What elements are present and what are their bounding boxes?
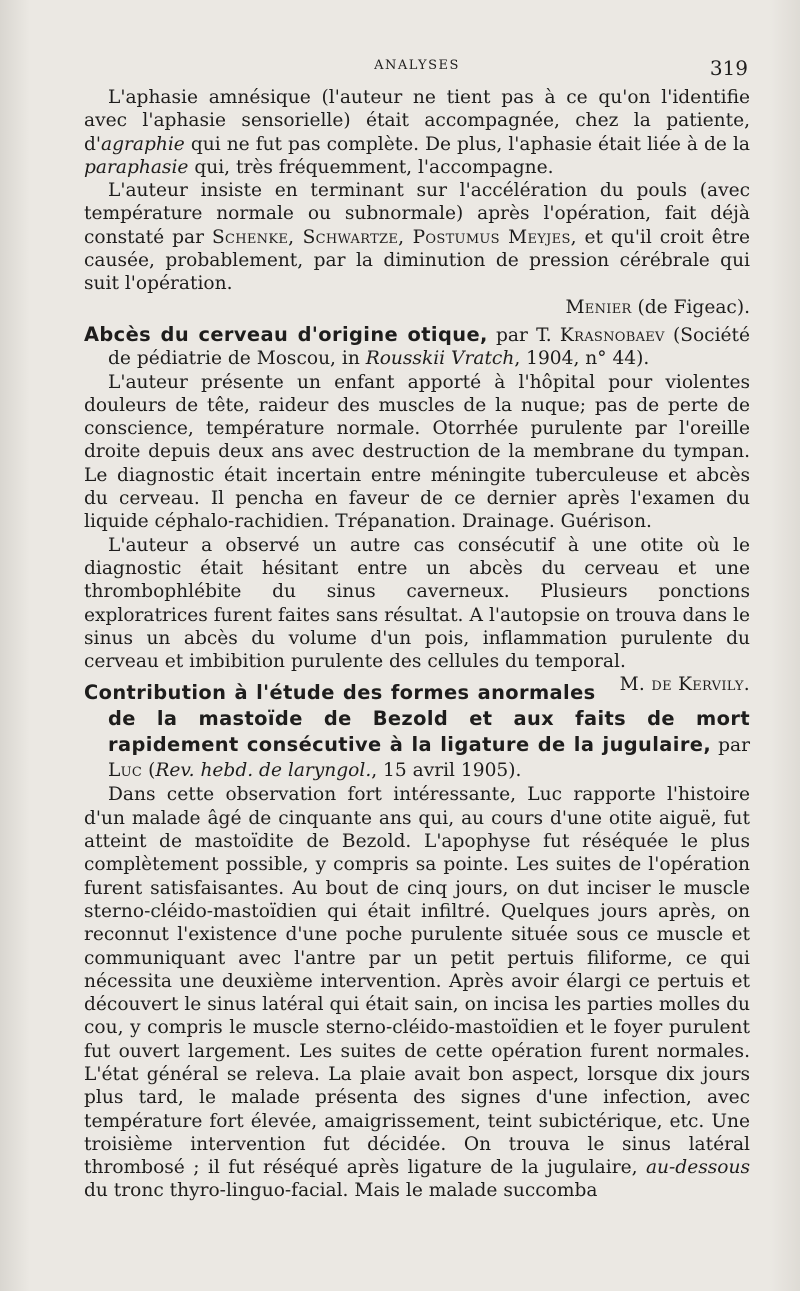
article-title: Abcès du cerveau d'origine otique, <box>84 322 488 346</box>
text: L'auteur insiste en terminant sur l'accélération du pouls (avec température normale ou subnormale) après l'opération, fait déjà constaté par <box>84 180 750 248</box>
article-heading <box>84 323 750 371</box>
italic-term: au-dessous <box>645 1157 750 1179</box>
running-header <box>84 52 750 86</box>
cited-authors: Schenke, Schwartze, Postumus Meyjes <box>211 226 571 248</box>
article-bezold <box>84 680 750 1202</box>
running-title: ANALYSES <box>374 58 460 73</box>
article-aphasie <box>84 86 750 319</box>
text: L'auteur a observé un autre cas consécutif à une otite où le diagnostic était hésitant entre un abcès du cerveau et une thrombophlébite du sinus caverneux. Plusieurs ponctions exploratrices furent faites sans résultat. A l'autopsie on trouva dans le sinus un abcès du volume d'un pois, inflammation purulente du cerveau et imbibition purulente des cellules du temporal. <box>84 534 750 673</box>
page-number: 319 <box>709 56 748 80</box>
journal: Rousskii Vratch <box>365 348 515 370</box>
italic-term: paraphasie <box>84 156 189 178</box>
signature <box>84 296 750 319</box>
text: par T. <box>487 324 560 346</box>
text: Dans cette observation fort intéressante, Luc rapporte l'histoire d'un malade âgé de cinquante ans qui, au cours d'une otite aiguë, fut atteint de mastoïdite de Bezold. L'apophyse fut réséquée le plus complètement possible, y compris sa pointe. Les suites de l'opération furent satisfaisantes. Au bout de cinq jours, on dut inciser le muscle sterno-cléido-mastoïdien qui était infiltré. Quelques jours après, on reconnut l'existence d'une poche purulente située sous ce muscle et communiquant avec l'antre par un petit pertuis filiforme, ce qui nécessita une deuxième intervention. Après avoir élargi ce pertuis et découvert le sinus latéral qui était sain, on incisa les parties molles du cou, y compris le muscle sterno-cléido-mastoïdien et le foyer purulent fut ouvert largement. Les suites de cette opération furent normales. L'état général se releva. La plaie avait bon aspect, lorsque dix jours plus tard, le malade présenta des signes d'une infection, avec température fort élevée, amaigrissement, teint subictérique, etc. Une troisième intervention fut décidée. On trouva le sinus latéral thrombosé ; il fut réséqué après ligature de la jugulaire, <box>84 784 750 1179</box>
author: Luc <box>108 760 143 782</box>
text: , et qu'il croit être causée, probablement, par la diminution de pression cérébrale qui suit l'opération. <box>84 226 750 295</box>
signature-name: Menier <box>565 296 632 318</box>
paragraph <box>84 86 750 179</box>
signature-place: (de Figeac). <box>631 296 750 318</box>
paragraph <box>84 179 750 295</box>
article-title: Contribution à l'étude des formes anormales de la mastoïde de Bezold et aux faits de mort rapidement consécutive à la ligature de la jugulaire, <box>84 681 750 757</box>
text: ( <box>142 760 156 782</box>
paragraph <box>84 783 750 1202</box>
paragraph: L'auteur présente un enfant apporté à l'hôpital pour violentes douleurs de tête, raideur des muscles de la nuque; pas de perte de conscience, température normale. Otorrhée purulente par l'oreille droite depuis deux ans avec destruction de la membrane du tympan. Le diagnostic était incertain entre méningite tuberculeuse et abcès du cerveau. Il pencha en faveur de ce dernier après l'examen du liquide céphalo-rachidien. Trépanation. Drainage. Guérison. <box>84 371 750 533</box>
text: (Société de pédiatrie de Moscou, in <box>108 324 751 370</box>
italic-term: agraphie <box>101 133 185 155</box>
text: L'aphasie amnésique (l'auteur ne tient pas à ce qu'on l'identifie avec l'aphasie sensorielle) était accompagnée, chez la patiente, d' <box>84 87 750 155</box>
journal: Rev. hebd. de laryngol. <box>155 760 372 782</box>
text: , 1904, n° 44). <box>514 348 650 370</box>
text: qui ne fut pas complète. De plus, l'aphasie était liée à de la <box>184 133 750 155</box>
article-abces-cerveau <box>84 322 751 696</box>
signature: M. de Kervily. <box>619 674 750 696</box>
text: qui, très fréquemment, l'accompagne. <box>188 156 554 178</box>
text: du tronc thyro-linguo-facial. Mais le malade succomba <box>84 1180 598 1202</box>
text: par <box>711 735 750 757</box>
author: Krasnobaev <box>559 324 665 346</box>
text: , 15 avril 1905). <box>371 760 522 782</box>
paragraph <box>84 534 750 696</box>
